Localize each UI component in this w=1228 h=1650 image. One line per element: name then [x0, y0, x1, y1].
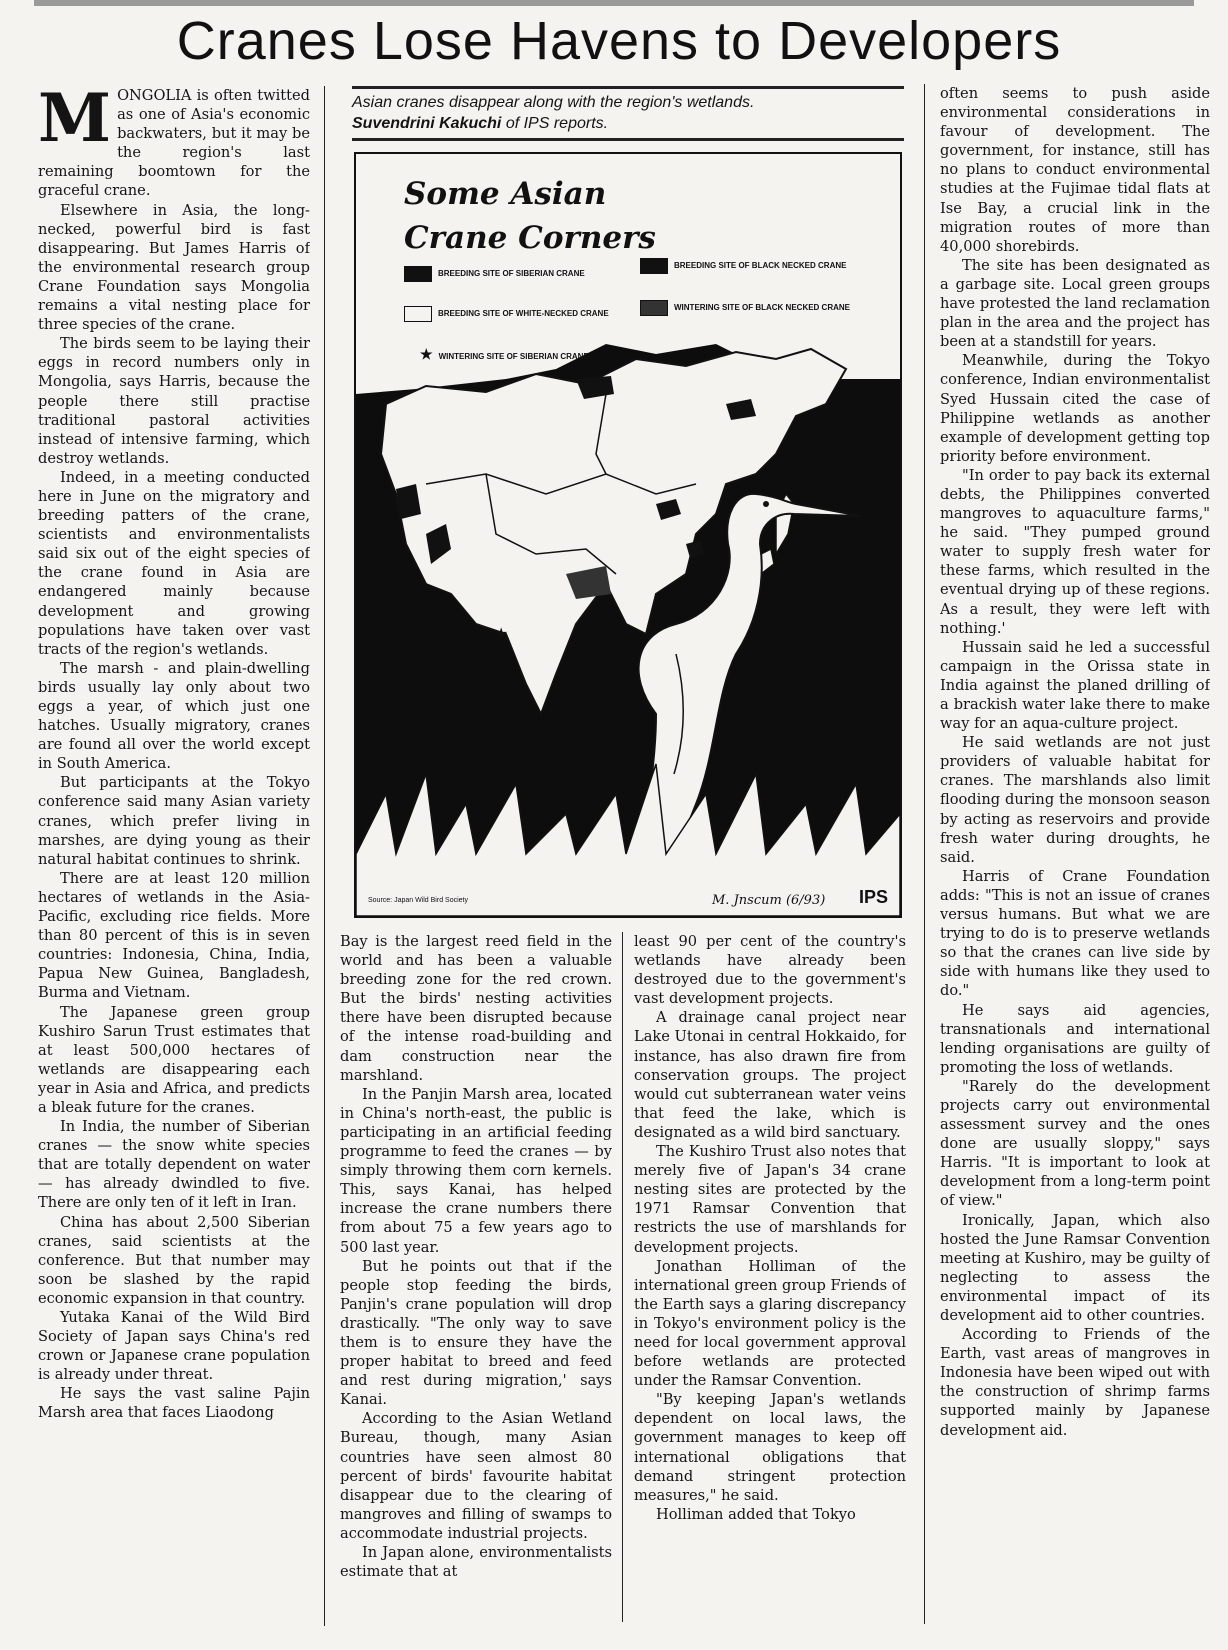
legend-label: BREEDING SITE OF WHITE-NECKED CRANE	[438, 309, 609, 319]
top-rule	[34, 0, 1194, 6]
article-paragraph: There are at least 120 million hectares of wetlands in the Asia-Pacific, excluding rice fields. More than 80 percent of this is in seven countries: Indonesia, China, India, Papua New Guinea, Bangladesh, Burma and Vietnam.	[38, 869, 310, 1002]
headline: Cranes Lose Havens to Developers	[176, 11, 1062, 71]
deck-line: Asian cranes disappear along with the region's wetlands.	[352, 94, 755, 111]
deck-byline-rest: of IPS reports.	[501, 115, 609, 132]
article-paragraph: often seems to push aside environmental considerations in favour of development. The government, for instance, still has no plans to conduct environmental studies at the Fujimae tidal flats at Ise Bay, a crucial link in the migration routes of more than 40,000 shorebirds.	[940, 85, 1210, 255]
deck	[352, 92, 904, 134]
ips-credit: IPS	[858, 887, 888, 907]
article-paragraph: The Kushiro Trust also notes that merely five of Japan's 34 crane nesting sites are protected by the 1971 Ramsar Convention that restricts the use of marshlands for development projects.	[634, 1143, 906, 1256]
column-divider	[622, 932, 623, 1622]
legend-swatch	[404, 306, 432, 322]
article-paragraph: In the Panjin Marsh area, located in China's north-east, the public is participating in an artificial feeding programme to feed the cranes — by simply throwing them corn kernels. This, says Kanai, has helped increase the crane numbers there from about 75 a few years ago to 500 last year.	[340, 1085, 612, 1256]
article-paragraph: Yutaka Kanai of the Wild Bird Society of Japan says China's red crown or Japanese crane population is already under threat.	[38, 1309, 310, 1384]
article-paragraph: "Rarely do the development projects carry out environmental assessment survey and the ones done are usually sloppy," says Harris. "It is important to look at development from a long-term point of view."	[940, 1077, 1210, 1210]
crane-map-figure	[354, 152, 902, 918]
deck-byline	[352, 113, 904, 134]
article-paragraph: Meanwhile, during the Tokyo conference, Indian environmentalist Syed Hussain cited the case of Philippine wetlands as another example of development getting top priority before environment.	[940, 352, 1210, 465]
paragraph-text: ONGOLIA is often twitted as one of Asia's economic backwaters, but it may be the region's last remaining boomtown for the graceful crane.	[38, 87, 310, 200]
article-paragraph: Hussain said he led a successful campaign in the Orissa state in India against the planed drilling of a brackish water lake there to make way for an aqua-culture project.	[940, 638, 1210, 733]
legend-swatch	[640, 258, 668, 274]
article-paragraph: Jonathan Holliman of the international green group Friends of the Earth says a glaring discrepancy in Tokyo's environment policy is the need for local government approval before wetlands are protected under the Ramsar Convention.	[634, 1257, 906, 1390]
column-divider	[324, 86, 325, 1626]
article-paragraph: least 90 per cent of the country's wetlands have already been destroyed due to the government's vast development projects.	[634, 933, 906, 1008]
legend-item	[404, 266, 585, 282]
legend-item	[420, 346, 589, 363]
article-paragraph: Ironically, Japan, which also hosted the June Ramsar Convention meeting at Kushiro, may be guilty of neglecting to assess the environmental impact of its development aid to other countries.	[940, 1211, 1210, 1324]
article-paragraph: In India, the number of Siberian cranes — the snow white species that are totally dependent on water — has already dwindled to five. There are only ten of it left in Iran.	[38, 1118, 310, 1212]
article-paragraph: In Japan alone, environmentalists estimate that at	[340, 1544, 612, 1581]
column-divider	[924, 84, 925, 1624]
article-paragraph: Holliman added that Tokyo	[656, 1505, 856, 1523]
legend-swatch	[640, 300, 668, 316]
article-paragraph: Harris of Crane Foundation adds: "This is not an issue of cranes versus humans. But what we are trying to do is to preserve wetlands so that the cranes can live side by side with humans like they used to do."	[940, 867, 1210, 1000]
article-paragraph: A drainage canal project near Lake Utonai in central Hokkaido, for instance, has also drawn fire from conservation groups. The project would cut subterranean water veins that feed the lake, which is designated as a wild bird sanctuary.	[634, 1009, 906, 1141]
article-paragraph: China has about 2,500 Siberian cranes, said scientists at the conference. But that number may soon be slashed by the rapid economic expansion in that country.	[38, 1213, 310, 1307]
drop-cap: M	[38, 86, 112, 157]
article-paragraph: Indeed, in a meeting conducted here in June on the migratory and breeding patters of the crane, scientists and environmentalists said six out of the eight species of the crane found in Asia are endangered mainly because development and growing populations have taken over vast tracts of the region's wetlands.	[38, 468, 310, 658]
article-paragraph: He says aid agencies, transnationals and international lending organisations are guilty of promoting the loss of wetlands.	[940, 1001, 1210, 1076]
japan-island	[761, 549, 774, 574]
map-source: Source: Japan Wild Bird Society	[368, 897, 468, 904]
article-column-2	[340, 932, 612, 1622]
article-paragraph: The site has been designated as a garbage site. Local green groups have protested the land reclamation plan in the area and the project has been at a standstill for years.	[940, 256, 1210, 351]
article-paragraph: Elsewhere in Asia, the long-necked, powerful bird is fast disappearing. But James Harris of the environmental research group Crane Foundation says Mongolia remains a vital nesting place for three species of the crane.	[38, 201, 310, 334]
legend-swatch	[404, 266, 432, 282]
legend-item	[640, 258, 846, 274]
article-column-3	[634, 932, 906, 1622]
article-column-4	[940, 84, 1210, 1624]
map-title-line: Some Asian	[404, 176, 607, 212]
article-paragraph	[38, 86, 310, 201]
legend-label: BREEDING SITE OF BLACK NECKED CRANE	[674, 261, 847, 271]
article-paragraph: Bay is the largest reed field in the world and has been a valuable breeding zone for the red crown. But the birds' nesting activities there have been disrupted because of the intense road-building and dam construction near the marshland.	[340, 933, 612, 1084]
article-paragraph: He said wetlands are not just providers of valuable habitat for cranes. The marshlands also limit flooding during the monsoon season by acting as reservoirs and provide fresh water during droughts, he said.	[940, 734, 1210, 866]
map-title	[404, 172, 656, 260]
wintering-star-marker: ★	[494, 624, 509, 643]
article-paragraph: "By keeping Japan's wetlands dependent on local laws, the government manages to keep off international obligations that demand stringent protection measures," he said.	[634, 1391, 906, 1504]
article-paragraph: According to the Asian Wetland Bureau, though, many Asian countries have seen almost 80 percent of birds' favourite habitat disappear due to the clearing of mangroves and filling of swamps to accommodate industrial projects.	[340, 1410, 612, 1542]
deck-author: Suvendrini Kakuchi	[352, 115, 502, 132]
article-paragraph: According to Friends of the Earth, vast areas of mangroves in Indonesia have been wiped out with the construction of shrimp farms supported mainly by Japanese development aid.	[940, 1326, 1210, 1439]
legend-star-icon: ★	[420, 346, 433, 362]
article-paragraph: But he points out that if the people stop feeding the birds, Panjin's crane population will drop drastically. "The only way to save them is to ensure they have the proper habitat to breed and feed and rest during migration,' says Kanai.	[340, 1257, 612, 1409]
deck-rule-top	[352, 86, 904, 89]
legend-label: WINTERING SITE OF BLACK NECKED CRANE	[674, 303, 850, 313]
article-paragraph: "In order to pay back its external debts, the Philippines converted mangroves to aquaculture farms," he said. "They pumped ground water to supply fresh water for these farms, which resulted in the eventual drying up of these regions. As a result, they were left with nothing.'	[940, 466, 1210, 637]
article-column-1	[38, 86, 310, 1626]
legend-label: BREEDING SITE OF SIBERIAN CRANE	[438, 269, 585, 279]
article-paragraph: The Japanese green group Kushiro Sarun Trust estimates that at least 500,000 hectares of wetlands are disappearing each year in Asia and Africa, and predicts a bleak future for the cranes.	[38, 1003, 310, 1116]
crane-eye	[763, 501, 769, 507]
legend-item	[404, 306, 609, 322]
legend-label: WINTERING SITE OF SIBERIAN CRANE	[438, 352, 589, 361]
article-paragraph: He says the vast saline Pajin Marsh area that faces Liaodong	[38, 1385, 310, 1422]
map-title-line: Crane Corners	[404, 220, 656, 256]
legend-item	[640, 300, 850, 316]
illustrator-signature: M. Jnscum (6/93)	[712, 893, 826, 908]
deck-rule-bottom	[352, 138, 904, 141]
article-paragraph: The birds seem to be laying their eggs in record numbers only in Mongolia, says Harris, because the people there still practise traditional pastoral activities instead of intensive farming, which destroy wetlands.	[38, 335, 310, 467]
article-paragraph: The marsh - and plain-dwelling birds usually lay only about two eggs a year, of which just one hatches. Usually migratory, cranes are found all over the world except in South America.	[38, 659, 310, 773]
article-paragraph: But participants at the Tokyo conference said many Asian variety cranes, which prefer living in marshes, are dying young as their natural habitat continues to shrink.	[38, 774, 310, 868]
